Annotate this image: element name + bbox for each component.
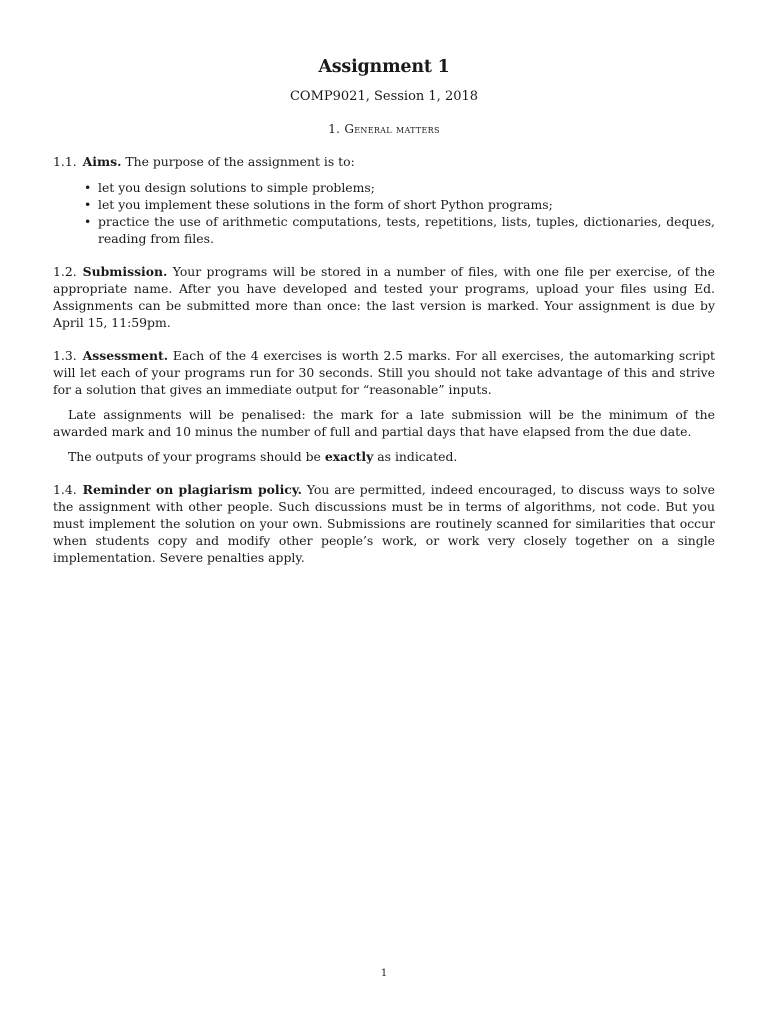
document-subtitle: COMP9021, Session 1, 2018 [289, 89, 479, 104]
submission-text: Your programs will be stored in a number of files, with one file per exercise, of the appropriate name. After you have developed and tested your programs, upload your files using Ed. Assignments can be submitted more than once: the last version is marked. Your assignment is due by April 15, 11:59pm. [53, 264, 715, 330]
page-number: 1 [380, 968, 388, 979]
list-item-text: let you implement these solutions in the form of short Python programs; [98, 197, 553, 212]
aims-paragraph [53, 153, 715, 170]
list-item-text: practice the use of arithmetic computations, tests, repetitions, lists, tuples, dictionaries, deques, reading from files. [98, 214, 715, 246]
outputs-paragraph [53, 448, 715, 465]
bullet-icon: • [84, 180, 92, 195]
submission-heading: Submission. [82, 264, 168, 279]
outputs-emphasis: exactly [324, 449, 374, 464]
outputs-text-before: The outputs of your programs should be [68, 449, 321, 464]
assessment-heading: Assessment. [82, 348, 169, 363]
outputs-text-after: as indicated. [377, 449, 458, 464]
submission-number: 1.2. [53, 264, 77, 279]
section-heading: 1. General matters [328, 122, 440, 136]
aims-list [53, 179, 715, 247]
plagiarism-number: 1.4. [53, 482, 77, 497]
assessment-text: Each of the 4 exercises is worth 2.5 marks. For all exercises, the automarking script will let each of your programs run for 30 seconds. Still you should not take advantage of this and strive for a solution that gives an immediate output for “reasonable” inputs. [53, 348, 715, 397]
list-item [84, 196, 715, 213]
late-paragraph: Late assignments will be penalised: the mark for a late submission will be the minimum of the awarded mark and 10 minus the number of full and partial days that have elapsed from the due date. [53, 407, 715, 439]
submission-paragraph [53, 263, 715, 331]
list-item [84, 213, 715, 247]
document-page [53, 56, 715, 566]
bullet-icon: • [84, 197, 92, 212]
document-title: Assignment 1 [318, 57, 450, 77]
aims-heading: Aims. [82, 154, 122, 169]
aims-text: The purpose of the assignment is to: [125, 154, 355, 169]
plagiarism-heading: Reminder on plagiarism policy. [82, 482, 302, 497]
plagiarism-paragraph [53, 481, 715, 566]
bullet-icon: • [84, 214, 92, 229]
list-item-text: let you design solutions to simple problems; [98, 180, 375, 195]
list-item [84, 179, 715, 196]
assessment-number: 1.3. [53, 348, 77, 363]
plagiarism-text: You are permitted, indeed encouraged, to discuss ways to solve the assignment with other people. Such discussions must be in terms of algorithms, not code. But you must implement the solution on your own. Submissions are routinely scanned for similarities that occur when students copy and modify other people’s work, or work very closely together on a single implementation. Severe penalties apply. [53, 482, 715, 565]
assessment-paragraph [53, 347, 715, 398]
aims-number: 1.1. [53, 154, 77, 169]
